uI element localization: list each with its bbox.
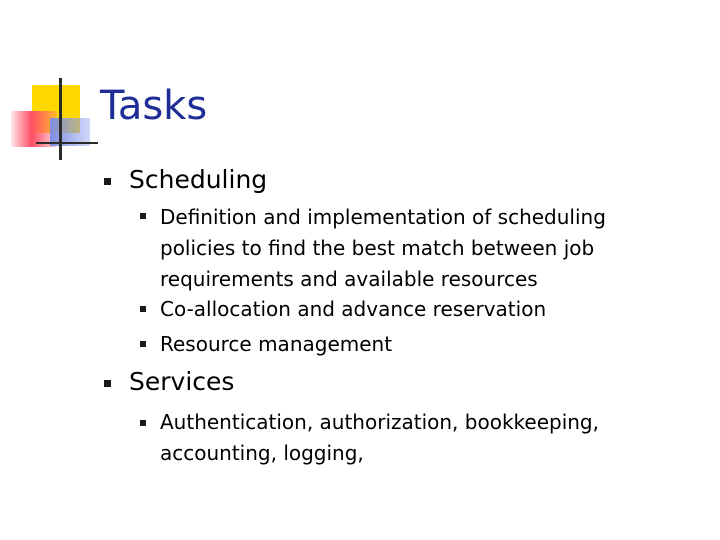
section-heading: Scheduling — [129, 165, 268, 194]
slide-logo-icon — [0, 0, 110, 170]
square-bullet-icon — [140, 341, 146, 347]
square-bullet-icon — [104, 380, 111, 387]
square-bullet-icon — [140, 420, 146, 426]
list-item: Resource management — [160, 332, 393, 356]
list-item: Authentication, authorization, bookkeeping, accounting, logging, — [160, 410, 599, 465]
square-bullet-icon — [140, 213, 146, 219]
square-bullet-icon — [104, 178, 111, 185]
list-item: Definition and implementation of scheduling policies to find the best match between job requirements and available resources — [160, 205, 606, 291]
list-item: Co-allocation and advance reservation — [160, 297, 547, 321]
section-heading: Services — [129, 367, 235, 396]
slide-title: Tasks — [100, 83, 208, 129]
square-bullet-icon — [140, 306, 146, 312]
logo-vertical-line — [59, 78, 62, 160]
logo-horizontal-line — [36, 142, 98, 144]
